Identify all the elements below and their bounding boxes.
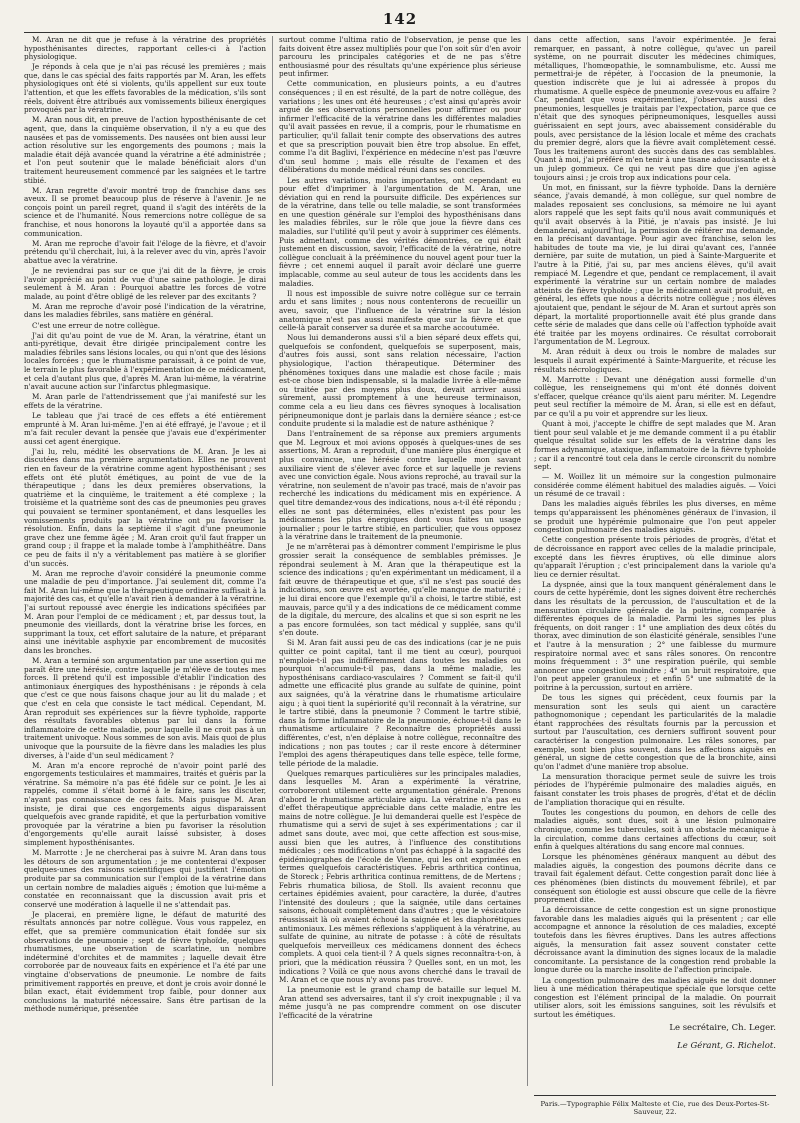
paragraph: Quelques remarques particulières sur les principales maladies, dans lesquelles M. Aran a expérimenté la vératrine, corroboreront utilement cette argumentation générale. Prenons d'abord le rhumatisme articulaire aigu. La vératrine n'a pas eu d'effet thérapeutique appréciable dans cette maladie, entre les mains de notre collègue. Je lui demanderai quelle est l'espèce de rhumatisme qui a servi de sujet à ses expérimentations ; car il admet sans doute, avec moi, que cette affection est sous-mise, aussi bien que les autres, à l'influence des constitutions médicales ; ces modifications n'ont pas échappé à la sagacité des épidémiographes de l'école de Vienne, qui les ont exprimées en termes quelquefois caractéristiques. Febris arthritica continua, de Storeck ; Febris arthritica continua remittens, de de Mertens ; Febris rhumatica biliosa, de Stoll. Ils avaient reconnu que certaines épidémies avaient, pour caractère, la durée, d'autres l'intensité des douleurs ; que la saignée, utile dans certaines saisons, échouait complètement dans d'autres ; que le vésicatoire réussissait là où avaient échoué la saignée et les diaphorétiques antimoniaux. Les mêmes réflexions s'appliquent à la vératrine, au sulfate de quinine, au nitrate de potasse : à côté de résultats quelquefois merveilleux ces médicamens donnent des échecs complets. A quoi cela tient-il ? A quels signes reconnaîtra-t-on, à priori, que la médication réussira ? Quelles sont, en un mot, les indications ? Voilà ce que nous avons cherché dans le travail de M. Aran et ce que nous n'y avons pas trouvé. (279, 768, 521, 985)
footer-rule (534, 1095, 776, 1096)
paragraph: Dans les maladies aiguës fébriles les plus diverses, en même temps qu'apparaissent les phénomènes généraux de l'invasion, il se produit une hypérémie pulmonaire que l'on peut appeler congestion pulmonaire des maladies aiguës. (534, 499, 776, 535)
paragraph: Je placerai, en première ligne, le défaut de maturité des résultats annoncés par notre collègue. Vous vous rappelez, en effet, que sa première communication était fondée sur six observations de pneumonie ; sept de fièvre typhoïde, quelques rhumatismes, une observation de scarlatine, un nombre indéterminé d'orchites et de mammites ; laquelle devait être corroborée par de nouveaux faits en expérience et l'a été par une vingtaine d'observations de pneumonie. Le nombre de faits primitivement rapportés en preuve, et dont je crois avoir donné le bilan exact, était évidemment trop faible, pour donner aux conclusions la maturité nécessaire. Sans être partisan de la méthode numérique, présentée (24, 909, 266, 1014)
paragraph: Si M. Aran fait aussi peu de cas des indications (car je ne puis quitter ce point capital, tant il me tient au cœur), pourquoi n'emploie-t-il pas indifféremment dans toutes les maladies ou pourquoi n'accumule-t-il pas, dans la même maladie, les hyposthénisans cardiaco-vasculaires ? Comment se fait-il qu'il admette une efficacité plus grande au sulfate de quinine, point aux saignées, qu'à la vératrine dans le rhumatisme articulaire aigu ; à quoi tient la supériorité qu'il reconnaît à la vératrine, sur le tartre stibié, dans la pneumonie ? Comment le tartre stibié, dans la forme inflammatoire de la pneumonie, échoue-t-il dans le rhumatisme articulaire ? Reconnaître des propriétés aussi différentes, c'est, n'en déplaise à notre collègue, reconnaître des indications ; non pas toutes ; car il reste encore à déterminer l'emploi des agens thérapeutiques dans telle espèce, telle forme, telle période de la maladie. (279, 638, 521, 768)
paragraph: Cette congestion présente trois périodes de progrès, d'état et de décroissance en rapport avec celles de la maladie principale, excepté dans les fièvres éruptives, où elle diminue alors qu'apparaît l'éruption ; c'est principalement dans la variole qu'a lieu ce dernier résultat. (534, 535, 776, 579)
paragraph: Toutes les congestions du poumon, en dehors de celle des maladies aiguës, sont dues, soit à une lésion pulmonaire chronique, comme les tubercules, soit à un obstacle mécanique à la circulation, comme dans certaines affections du cœur, soit enfin à quelques altérations du sang encore mal connues. (534, 807, 776, 852)
paragraph: La congestion pulmonaire des maladies aiguës ne doit donner lieu à une médication thérapeutique spéciale que lorsque cette congestion est l'élément principal de la maladie. On pourrait utiliser alors, soit les émissions sanguines, soit les révulsifs et surtout les émétiques. (534, 975, 776, 1019)
paragraph: M. Aran me reproche d'avoir fait l'éloge de la fièvre, et d'avoir prétendu qu'il cherchait, lui, à la relever avec du vin, après l'avoir abattue avec la vératrine. (24, 238, 266, 265)
paragraph: De tous les signes qui précèdent, ceux fournis par la mensuration sont les seuls qui aient un caractère pathognomonique ; cependant les particularités de la maladie étant rapprochées des résultats fournis par la percussion et surtout par l'auscultation, ces derniers suffiront souvent pour caractériser la congestion pulmonaire. Les râles sonores, par exemple, sont bien plus souvent, dans les affections aiguës en général, un signe de cette congestion que de la bronchite, ainsi qu'on l'admet d'une manière trop absolue. (534, 693, 776, 771)
paragraph: M. Aran regrette d'avoir montré trop de franchise dans ses aveux. Il se promet beaucoup plus de réserve à l'avenir. Je ne conçois point un pareil regret, quand il s'agit des intérêts de la science et de l'humanité. Nous remercions notre collègue de sa franchise, et nous honorons la loyauté qu'il a apportée dans sa communication. (24, 185, 266, 238)
paragraph: M. Aran me reproche d'avoir considéré la pneumonie comme une maladie de peu d'importance. J'ai seulement dit, comme l'a fait M. Aran lui-même que la thérapeutique ordinaire suffisait à la majorité des cas, et qu'elle n'avait rien à demander à la vératrine. J'ai surtout repoussé avec énergie les indications spécifiées par M. Aran pour l'emploi de ce médicament ; et, par dessus tout, la pneumonie des vieillards, dont la vératrine brise les forces, en supprimant la toux, cet effort salutaire de la nature, et préparant ainsi une inévitable asphyxie par encombrement de mucosités dans les bronches. (24, 568, 266, 655)
paragraph: surtout comme l'ultima ratio de l'observation, je pense que les faits doivent être assez multipliés pour que l'on soit sûr d'en avoir parcouru les principales catégories et de ne pas s'être enthousiasmé pour des résultats qu'une expérience plus sérieuse peut infirmer. (279, 36, 521, 79)
paragraph: C'est une erreur de notre collègue. (32, 320, 161, 330)
column-1 (24, 36, 266, 1086)
paragraph: Je réponds à cela que je n'ai pas récusé les premières ; mais que, dans le cas spécial des faits rapportés par M. Aran, les effets physiologiques ont été si violents, qu'ils appellent sur eux toute l'attention, et que les effets favorables de la médication, s'ils sont réels, doivent être attribués aux vomissements bilieux énergiques provoqués par la vératrine. (24, 62, 266, 115)
printer-line: Paris.—Typographie Félix Malteste et Cie, rue des Deux-Portes-St-Sauveur, 22. (540, 1100, 770, 1116)
paragraph: La dyspnée, ainsi que la toux manquent généralement dans le cours de cette hypérémie, dont les signes doivent être recherchés dans les résultats de la percussion, de l'auscultation et de la mensuration circulaire générale de la poitrine, comparée à différentes époques de la maladie. Parmi les signes les plus fréquents, on doit ranger : 1° une ampliation des deux côtés du thorax, avec diminution de son élasticité générale, sensibles l'une et l'autre à la mensuration ; 2° une faiblesse du murmure respiratoire normal avec et sans râles sonores. On rencontre moins fréquemment : 3° une respiration puérile, qui semble annoncer une congestion moindre ; 4° un bruit respiratoire, que l'on peut appeler granuleux ; et enfin 5° une submatité de la poitrine à la percussion, surtout en arrière. (534, 579, 776, 692)
paragraph: La décroissance de cette congestion est un signe pronostique favorable dans les maladies aiguës qui la présentent ; car elle accompagne et annonce la résolution de ces maladies, excepté toutefois dans les fièvres éruptives. Dans les autres affections aiguës, la mensuration fait assez souvent constater cette décroissance avant la diminution des signes locaux de la maladie concomitante. La persistance de la congestion rend probable la longue durée ou la marche insolite de l'affection principale. (534, 905, 776, 975)
paragraph: dans cette affection, sans l'avoir expérimentée. Je ferai remarquer, en passant, à notre collègue, qu'avec un pareil système, on ne pourrait discuter les médecines chimiques, métalliques, l'homœopathie, le somnambulisme, etc. Aussi me permettrai-je de répéter, à l'occasion de la pneumonie, la question indiscrète que je lui ai adressée à propos du rhumatisme. A quelle espèce de pneumonie avez-vous eu affaire ? Car, pendant que vous expérimentiez, j'observais aussi des pneumonies, lesquelles je traitais par l'expectation, parce que ce n'était que des synoques péripneumoniques, lesquelles aussi guérissaient en sept jours, avec abaissement considérable du pouls, avec persistance de la lésion locale et même des crachats du premier degré, alors que la fièvre avait complètement cessé. Tous les traitemens auront des succès dans des cas semblables. Quant à moi, j'ai préféré m'en tenir à une tisane adoucissante et à un julep gommeux. Ce qui ne veut pas dire que j'en agisse toujours ainsi ; je crois trop aux indications pour cela. (534, 36, 776, 182)
paragraph: Je ne reviendrai pas sur ce que j'ai dit de la fièvre, je crois l'avoir apprécié au point de vue d'une saine pathologie. Je dirai seulement à M. Aran : Pourquoi abattre les forces de votre malade, au point d'être obligé de les relever par des excitants ? (24, 265, 266, 301)
paragraph: Je ne m'arrêterai pas à démontrer comment l'empirisme le plus grossier serait la conséquence de semblables prémisses. Je répondrai seulement à M. Aran que la thérapeutique est la science des indications ; qu'en expérimentant un médicament, il a fait œuvre de thérapeutique et que, s'il ne s'est pas soucié des indications, son œuvre est avortée, qu'elle manque de maturité ; je lui dirai encore que l'exemple qu'il a choisi, le tartre stibié, est mauvais, parce qu'il y a des indications de ce médicament comme de la digitale, du mercure, des alcalins et que si son esprit ne les a pas encore formulées, son tact médical y supplée, sans qu'il s'en doute. (279, 542, 521, 638)
header-rule (24, 32, 776, 33)
paragraph: J'ai dit qu'au point de vue de M. Aran, la vératrine, étant un anti-pyrétique, devait être dirigée principalement contre les maladies fébriles sans lésions locales, ou qui n'ont que des lésions locales forcées ; que le rhumatisme paraissait, à ce point de vue, le terrain le plus favorable à l'expérimentation de ce médicament, et cela d'autant plus que, d'après M. Aran lui-même, la vératrine n'avait aucune action sur l'infarctus phlegmasique. (24, 330, 266, 392)
column-divider-1 (272, 36, 273, 1086)
paragraph: M. Aran m'a encore reproché de n'avoir point parlé des engorgements testiculaires et mammaires, traités et guéris par la vératrine. Sa mémoire n'a pas été fidèle sur ce point. Je les ai rappelés, comme il s'était borné à le faire, sans les discuter, n'ayant pas connaissance de ces faits. Mais puisque M. Aran insiste, je dirai que ces engorgements aigus disparaissent quelquefois avec grande rapidité, et que la perturbation vomitive provoquée par la vératrine a bien pu favoriser la résolution d'engorgements qu'elle aurait laissé subsister, à doses simplement hyposthénisantes. (24, 760, 266, 848)
secretary-signature: Le secrétaire, Ch. Leger. (669, 1022, 776, 1033)
paragraph: M. Aran me reproche d'avoir posé l'indication de la vératrine, dans les maladies fébriles, sans matière en général. (24, 301, 266, 320)
paragraph: M. Aran nous dit, en preuve de l'action hyposthénisante de cet agent, que, dans la cinquième observation, il n'y a eu que des nausées et pas de vomissements. Des nausées ont bien aussi leur action résolutive sur les engorgements des poumons ; mais la maladie était déjà avancée quand la vératrine a été administrée ; et l'on peut soutenir que le malade bénéficiait alors d'un traitement heureusement commencé par les saignées et le tartre stibié. (24, 115, 266, 185)
column-3 (534, 36, 776, 1086)
paragraph: M. Marrotte : Je ne chercherai pas à suivre M. Aran dans tous les détours de son argumentation ; je me contenterai d'exposer quelques-unes des raisons scientifiques qui justifient l'émotion produite par sa communication sur l'emploi de la vératrine dans un certain nombre de maladies aiguës ; émotion que lui-même a constatée en reconnaissant que la discussion avait pris et conservé une modération à laquelle il ne s'attendait pas. (24, 848, 266, 909)
paragraph: La pneumonie est le grand champ de bataille sur lequel M. Aran attend ses adversaires, tant il s'y croit inexpugnable ; il va même jusqu'à ne pas comprendre comment on ose discuter l'efficacité de la vératrine (279, 985, 521, 1020)
column-2 (279, 36, 521, 1086)
paragraph: M. Aran parle de l'attendrissement que j'ai manifesté sur les effets de la vératrine. (24, 392, 266, 410)
paragraph: Dans l'entraînement de sa réponse aux premiers arguments que M. Legroux et moi avions opposés à quelques-unes de ses assertions, M. Aran a reproduit, d'une manière plus énergique et plus convaincue, une hérésie contre laquelle mon savant auxiliaire vient de s'élever avec force et sur laquelle je reviens avec une conviction égale. Nous avions reproché, au travail sur la vératrine, non seulement de n'avoir pas tracé, mais de n'avoir pas recherché les indications du médicament mis en expérience. A quel titre demandez-vous des indications, nous a-t-il été répondu ; elles ne sont pas déterminées, elles n'existent pas pour les médicamens les plus énergiques dont vous faites un usage journalier ; pour le tartre stibié, en particulier, que vous opposez à la vératrine dans le traitement de la pneumonie. (279, 429, 521, 542)
paragraph: Il nous est impossible de suivre notre collègue sur ce terrain ardu et sans limites ; nous nous contenterons de recueillir un aveu, savoir, que l'influence de la vératrine sur la lésion anatomique n'est pas aussi manifeste que sur la fièvre et que celle-là paraît conserver sa durée et sa marche accoutumée. (279, 288, 521, 333)
paragraph: Le tableau que j'ai tracé de ces effets a été entièrement emprunté à M. Aran lui-même. J'en ai été effrayé, je l'avoue ; et il m'a fait reculer devant la pensée que j'avais eue d'expérimenter aussi cet agent énergique. (24, 410, 266, 446)
paragraph: Un mot, en finissant, sur la fièvre typhoïde. Dans la dernière séance, j'avais demandé, à mon collègue, sur quel nombre de malades reposaient ses conclusions, sa mémoire ne lui ayant alors rappelé que les sept faits qu'il nous avait communiqués et qu'il avait observés à la Pitié, je n'avais pas insisté. Je lui demanderai, aujourd'hui, la permission de réitérer ma demande, en la précisant davantage. Pour agir avec franchise, selon les habitudes de toute ma vie, je lui dirai qu'avant ces, l'année dernière, par suite de mutation, un pied à Sainte-Marguerite et l'autre à la Pitié, j'ai su, par mes anciens élèves, qu'il avait rempiacé M. Legendre et que, pendant ce remplacement, il avait expérimenté la vératrine sur un certain nombre de malades atteints de fièvre typhoïde ; que le médicament avait produit, en général, les effets que nous a décrits notre collègue ; nos élèves ajoutaient que, pendant le séjour de M. Aran et surtout après son départ, la mortalité proportionnelle avait été plus grande dans cette série de malades que dans celle où l'affection typhoïde avait été traitée par les moyens ordinaires. Ce résultat corroborait l'argumentation de M. Legroux. (534, 182, 776, 347)
paragraph: Lorsque les phénomènes généraux manquent au début des maladies aiguës, la congestion des poumons décrite dans ce travail fait également défaut. Cette congestion paraît donc liée à ces phénomènes (bien distincts du mouvement fébrile), et par conséquent son étiologie est aussi obscure que celle de la fièvre proprement dite. (534, 852, 776, 905)
paragraph: M. Aran ne dit que je refuse à la vératrine des propriétés hyposthénisantes directes, rapportant celles-ci à l'action physiologique. (24, 36, 266, 62)
paragraph: Nous lui demanderons aussi s'il a bien séparé deux effets qui, quelquefois se confondent, quelquefois se superposent, mais, d'autres fois aussi, sont sans relation nécessaire, l'action physiologique, l'action thérapeutique. Déterminer des phénomènes toxiques dans une maladie est chose facile ; mais est-ce chose bien indispensable, si la maladie livrée à elle-même ou traitée par des moyens plus doux, devait arriver aussi sûrement, aussi promptement à une heureuse terminaison, comme cela a eu lieu dans ces fièvres synoques à localisation péripneumonique dont je parlais dans la dernière séance ; est-ce conduite prudente si la maladie est de nature asthénique ? (279, 333, 521, 429)
paragraph: M. Aran a terminé son argumentation par une assertion qui me paraît être une hérésie, contre laquelle je m'élève de toutes mes forces. Il prétend qu'il est impossible d'établir l'indication des antimoniaux énergiques des hyposthénisans : je réponds à cela que c'est ce que nous faisons chaque jour au lit du malade ; et que c'est en cela que consiste le tact médical. Cependant, M. Aran reproduit ses expériences sur la fièvre typhoïde, rapporte des résultats favorables obtenus par lui dans la forme inflammatoire de cette maladie, pour laquelle il ne croit pas à un traitement univoque. Nous sommes de son avis. Mais quoi de plus univoque que la poursuite de la fièvre dans les maladies les plus diverses, à l'aide d'un seul médicament ? (24, 656, 266, 760)
paragraph: M. Marrotte : Devant une dénégation aussi formelle d'un collègue, les renseignemens qui m'ont été donnés doivent s'effacer, quelque créance qu'ils aient paru mériter. M. Legendre peut seul rectifier la mémoire de M. Aran, si elle est en défaut, par ce qu'il a pu voir et apprendre sur les lieux. (534, 374, 776, 419)
paragraph: Les autres variations, moins importantes, ont cependant eu pour effet d'imprimer à l'argumentation de M. Aran, une déviation qui en rend la poursuite difficile. Des expériences sur de la vératrine, dans telle ou telle maladie, se sont transformées en une question générale sur l'emploi des hyposthénisans dans les maladies fébriles, sur le rôle que joue la fièvre dans ces maladies, sur l'utilité qu'il peut y avoir à supprimer ces éléments. Puis admettant, comme des vérités démontrées, ce qui était justement en discussion, savoir, l'efficacité de la vératrine, notre collègue concluait à la prééminence du nouvel agent pour tuer la fièvre ; cet ennemi auquel il paraît avoir déclaré une guerre implacable, comme au seul auteur de tous les accidents dans les maladies. (279, 175, 521, 288)
page-number: 142 (382, 10, 418, 28)
manager-signature: Le Gérant, G. Richelot. (677, 1041, 776, 1052)
paragraph: La mensuration thoracique permet seule de suivre les trois périodes de l'hypérémie pulmonaire des maladies aiguës, en faisant constater les trois phases de progrès, d'état et de déclin de l'ampliation thoracique qui en résulte. (534, 771, 776, 807)
paragraph: Cette communication, en plusieurs points, a eu d'autres conséquences ; il en est résulté, de la part de notre collègue, des variations ; les unes ont été heureuses ; c'est ainsi qu'après avoir argué de ses observations personnelles pour affirmer ou pour infirmer l'efficacité de la vératrine dans les différentes maladies qu'il avait passées en revue, il a compris, pour le rhumatisme en particulier, qu'il fallait tenir compte des observations des autres et que sa prescription pouvait bien être trop absolue. En effet, comme l'a dit Baglivi, l'expérience en médecine n'est pas l'œuvre d'un seul homme ; mais elle résulte de l'examen et des délibérations du monde médical réuni dans ses conciles. (279, 79, 521, 175)
paragraph: J'ai lu, relu, médité les observations de M. Aran. Je les ai discutées dans ma première argumentation. Elles ne prouvent rien en faveur de la vératrine comme agent hyposthénisant ; ses effets ont été plutôt émétiques, au point de vue de la thérapeutique ; dans les deux premières observations, la quatrième et la cinquième, le traitement a été complexe ; la troisième et la quatrième sont des cas de pneumonies peu graves qui pouvaient se terminer spontanément, et dans lesquelles les vomissements produits par la vératrine ont pu favoriser la résolution. Enfin, dans la septième il s'agit d'une pneumonie grave chez une femme âgée ; M. Aran croit qu'il faut frapper un grand coup ; il frappe et la malade tombe à l'amphithéâtre. Dans ce peu de faits il n'y a véritablement pas matière à se glorifier d'un succès. (24, 446, 266, 568)
column-divider-2 (527, 36, 528, 1086)
paragraph: M. Aran réduit à deux ou trois le nombre de malades sur lesquels il aurait expérimenté à Sainte-Marguerite, et récuse les résultats nécrologiques. (534, 347, 776, 374)
paragraph: — M. Woillez lit un mémoire sur la congestion pulmonaire considérée comme élément habituel des maladies aiguës. — Voici un résumé de ce travail : (534, 472, 776, 499)
paragraph: Quant à moi, j'accepte le chiffre de sept malades que M. Aran tient pour seul valable et je me demande comment il a pu établir quelque résultat solide sur les effets de la vératrine dans les formes adynamique, ataxique, inflammatoire de la fièvre typhoïde ; car il a rencontré tout cela dans le cercle circonscrit du nombre sept. (534, 419, 776, 472)
